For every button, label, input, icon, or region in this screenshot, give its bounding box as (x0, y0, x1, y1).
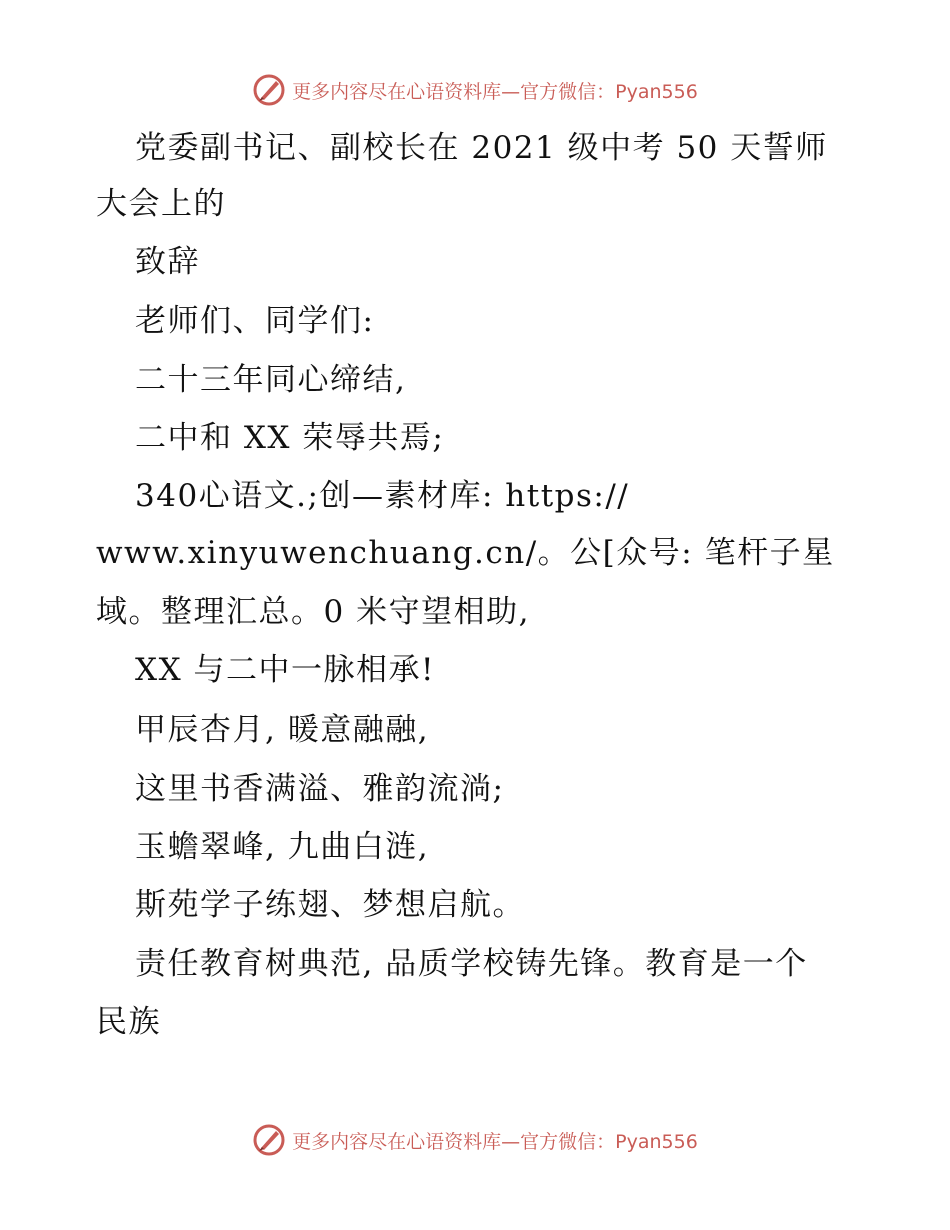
text-line: 斯苑学子练翅、梦想启航。 (135, 887, 525, 923)
text-line: 大会上的 (96, 186, 226, 222)
text-line: 340心语文.;创—素材库: https:// (135, 478, 630, 514)
text-line: 老师们、同学们: (135, 303, 375, 339)
header-banner (0, 70, 950, 110)
text-line: 二中和 XX 荣辱共焉; (135, 420, 445, 456)
text-line: 甲辰杏月, 暖意融融, (135, 712, 430, 748)
text-line: 党委副书记、副校长在 2021 级中考 50 天誓师 (135, 130, 828, 166)
text-line: 民族 (96, 1004, 161, 1040)
text-line: 责任教育树典范, 品质学校铸先锋。教育是一个 (135, 946, 808, 982)
text-line: 玉蟾翠峰, 九曲白涟, (135, 829, 430, 865)
text-line: 这里书香满溢、雅韵流淌; (135, 771, 505, 807)
text-line: 二十三年同心缔结, (135, 362, 407, 398)
header-banner-text: 更多内容尽在心语资料库—官方微信：Pyan556 (292, 80, 698, 103)
quill-pen-logo-icon (252, 1123, 286, 1157)
text-line: 域。整理汇总。0 米守望相助, (96, 594, 530, 630)
text-line: www.xinyuwenchuang.cn/。公[众号: 笔杆子星 (96, 535, 835, 571)
quill-pen-logo-icon (252, 73, 286, 107)
footer-banner (0, 1120, 950, 1160)
footer-banner-text: 更多内容尽在心语资料库—官方微信：Pyan556 (292, 1130, 698, 1153)
text-line: XX 与二中一脉相承! (135, 652, 435, 688)
text-line: 致辞 (135, 244, 200, 280)
